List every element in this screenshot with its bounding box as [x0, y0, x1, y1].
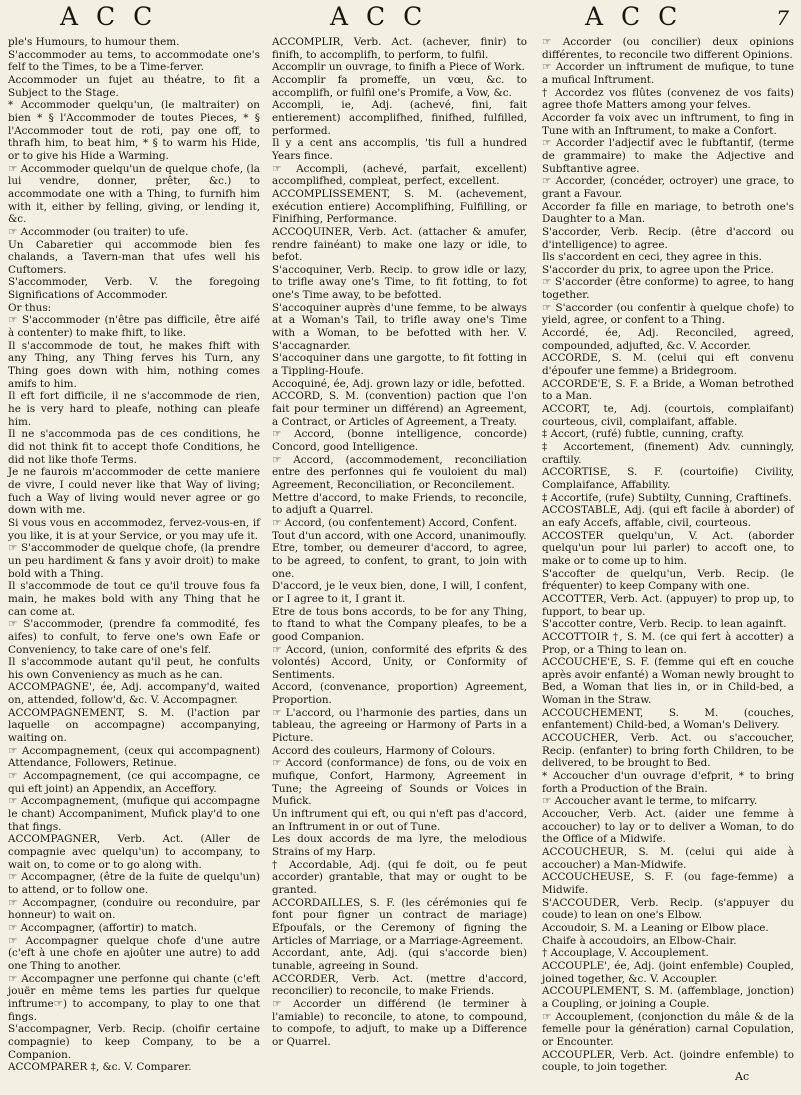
dictionary-entry: Tout d'un accord, with one Accord, unanimoufly.	[272, 529, 527, 542]
dictionary-entry: D'accord, je le veux bien, done, I will, I confent, or I agree to it, I grant it.	[272, 580, 527, 605]
dictionary-entry: * Accommoder quelqu'un, (le maltraiter) on bien * § l'Accommoder de toutes Pieces, * § l'Accommoder tout de roti, pay one off, to thrafh him, to beat him, * § to warm his Hide, or to give his Hide a Warming.	[8, 99, 260, 162]
dictionary-entry: Il y a cent ans accomplis, 'tis full a hundred Years fince.	[272, 137, 527, 162]
dictionary-entry: ‡ Accortement, (finement) Adv. cunningly, craftily.	[542, 441, 794, 466]
dictionary-entry: ☞ Accompagner, (affortir) to match.	[8, 921, 198, 934]
dictionary-entry: ACCORD, S. M. (convention) paction que l'on fait pour terminer un différend) an Agreement, a Contract, or Articles of Agreement, a Treaty.	[272, 390, 527, 428]
dictionary-entry: ACCORT, te, Adj. (courtois, complaifant) courteous, civil, complaifant, affable.	[542, 403, 794, 428]
dictionary-entry: ACCOUPLEMENT, S. M. (affemblage, jonction) a Coupling, or joining a Couple.	[542, 985, 794, 1010]
dictionary-entry: ☞ Accompagner, (être de la fuite de quelqu'un) to attend, or to follow one.	[8, 871, 260, 896]
dictionary-entry: ☞ L'accord, ou l'harmonie des parties, dans un tableau, the agreeing or Harmony of Parts in a Picture.	[272, 706, 527, 745]
catchword: Ac	[735, 1070, 750, 1083]
running-head-center: A C C	[330, 2, 428, 31]
column-middle	[272, 36, 527, 1049]
dictionary-entry: Accord, (convenance, proportion) Agreement, Proportion.	[272, 681, 527, 707]
dictionary-entry: ACCOSTER quelqu'un, V. Act. (aborder quelqu'un pour lui parler) to accoft one, to make or to come up to him.	[542, 529, 794, 567]
dictionary-entry: ☞ S'accommoder, (prendre fa commodité, fes aifes) to confult, to ferve one's own Eafe or Conveniency, to take care of one's felf.	[8, 618, 260, 656]
dictionary-entry: S'accofter de quelqu'un, Verb. Recip. (le fréquenter) to keep Company with one.	[542, 567, 794, 593]
dictionary-entry: Il s'accommode de tout ce qu'il trouve fous fa main, he makes bold with any Thing that he can come at.	[8, 580, 260, 618]
dictionary-entry: ☞ Accord, (accommodement, reconciliation entre des perfonnes qui fe vouloient du mal) Agreement, Reconciliation, or Reconcilement.	[272, 453, 527, 491]
dictionary-entry: ACCOUPLE', ée, Adj. (joint enfemble) Coupled, joined together, &c. V. Accoupler.	[542, 959, 794, 985]
dictionary-entry: ACCOUCHEUR, S. M. (celui qui aide à accoucher) a Man-Midwife.	[542, 846, 794, 871]
page-number: 7	[776, 6, 789, 30]
dictionary-entry: ☞ Accompagner, (conduire ou reconduire, par honneur) to wait on.	[8, 896, 260, 922]
dictionary-entry: Accord des couleurs, Harmony of Colours.	[272, 744, 496, 757]
dictionary-entry: S'accommoder au tems, to accommodate one's felf to the Times, to be a Time-ferver.	[8, 48, 260, 74]
dictionary-entry: ☞ Accorder, (concéder, octroyer) une grace, to grant a Favour.	[542, 175, 794, 200]
column-left	[8, 36, 260, 1074]
dictionary-entry: Accordé, ée, Adj. Reconciled, agreed, compounded, adjufted, &c. V. Accorder.	[542, 327, 794, 352]
dictionary-entry: ☞ Accompagner quelque chofe d'une autre (c'eft à une chofe en ajoûter une autre) to add one Thing to another.	[8, 934, 260, 972]
running-head-left: A C C	[60, 2, 158, 31]
dictionary-entry: ☞ Accord, (bonne intelligence, concorde) Concord, good Intelligence.	[272, 428, 527, 453]
dictionary-entry: Les doux accords de ma lyre, the melodious Strains of my Harp.	[272, 833, 527, 858]
dictionary-entry: ☞ S'accommoder (n'être pas difficile, être aifé à contenter) to make fhift, to like.	[8, 314, 260, 340]
dictionary-entry: S'accorder, Verb. Recip. (être d'accord ou d'intelligence) to agree.	[542, 225, 794, 251]
dictionary-entry: S'accoquiner auprès d'une femme, to be always at a Woman's Tail, to trifle away one's Time with a Woman, to be befotted with her. V. S'accagnarder.	[272, 301, 527, 352]
dictionary-entry: Accomplir fa promeffe, un vœu, &c. to accomplifh, or fulfil one's Promife, a Vow, &c.	[272, 73, 527, 99]
dictionary-entry: ACCOSTABLE, Adj. (qui eft facile à aborder) of an eafy Accefs, affable, civil, courteous.	[542, 504, 794, 529]
dictionary-entry: Si vous vous en accommodez, fervez-vous-en, if you like, it is at your Service, or you may ufe it.	[8, 516, 260, 542]
dictionary-entry: Il s'accommode autant qu'il peut, he confults his own Conveniency as much as he can.	[8, 656, 260, 681]
dictionary-entry: S'accoquiner dans une gargotte, to fit fotting in a Tippling-Houfe.	[272, 352, 527, 378]
dictionary-entry: Accomplir un ouvrage, to finifh a Piece of Work.	[272, 61, 525, 74]
dictionary-entry: Accorder fa voix avec un inftrument, to fing in Tune with an Inftrument, to make a Confort.	[542, 111, 794, 137]
dictionary-entry: S'accoquiner, Verb. Recip. to grow idle or lazy, to trifle away one's Time, to fit fotting, to fot one's Time away, to be befotted.	[272, 263, 527, 302]
dictionary-entry: ☞ Accorder (ou concilier) deux opinions différentes, to reconcile two different Opinions.	[542, 36, 794, 61]
dictionary-entry: S'accorder du prix, to agree upon the Price.	[542, 263, 774, 276]
dictionary-entry: † Accordez vos flûtes (convenez de vos faits) agree thofe Matters among your felves.	[542, 86, 794, 112]
dictionary-entry: ☞ Accompli, (achevé, parfait, excellent) accomplifhed, compleat, perfect, excellent.	[272, 162, 527, 188]
dictionary-entry: S'ACCOUDER, Verb. Recip. (s'appuyer du coude) to lean on one's Elbow.	[542, 896, 794, 922]
dictionary-entry: ☞ S'accommoder de quelque chofe, (la prendre un peu hardiment & fans y avoir droit) to make bold with a Thing.	[8, 542, 260, 580]
dictionary-entry: Il s'accommode de tout, he makes fhift with any Thing, any Thing ferves his Turn, any Thing goes down with him, nothing comes amifs to him.	[8, 339, 260, 390]
dictionary-entry: Accordant, ante, Adj. (qui s'accorde bien) tunable, agreeing in Sound.	[272, 947, 527, 972]
dictionary-entry: ACCORDE, S. M. (celui qui eft convenu d'époufer une femme) a Bridegroom.	[542, 352, 794, 378]
dictionary-entry: ACCOMPAGNEMENT, S. M. (l'action par laquelle on accompagne) accompanying, waiting on.	[8, 706, 260, 745]
dictionary-entry: ACCOMPAGNER, Verb. Act. (Aller de compagnie avec quelqu'un) to accompany, to wait on, to come or to go along with.	[8, 833, 260, 871]
dictionary-entry: ACCOUCHER, Verb. Act. ou s'accoucher, Recip. (enfanter) to bring forth Children, to be delivered, to be brought to Bed.	[542, 732, 794, 770]
dictionary-entry: Il eft fort difficile, il ne s'accommode de rien, he is very hard to pleafe, nothing can pleafe him.	[8, 390, 260, 428]
dictionary-entry: ACCOMPLIR, Verb. Act. (achever, finir) to finifh, to accomplifh, to perform, to fulfil.	[272, 36, 527, 61]
dictionary-entry: S'accompagner, Verb. Recip. (choifir certaine compagnie) to keep Company, to be a Companion.	[8, 1023, 260, 1061]
dictionary-entry: ACCOMPARER ‡, &c. V. Comparer.	[8, 1061, 192, 1074]
dictionary-entry: Un inftrument qui eft, ou qui n'eft pas d'accord, an Inftrument in or out of Tune.	[272, 808, 527, 833]
dictionary-entry: ☞ Accompagner une perfonne qui chante (c'eft jouër en même tems les parties fur quelque inftrume☞) to accompany, to play to one that fings.	[8, 972, 260, 1023]
dictionary-entry: ACCOUCHEMENT, S. M. (couches, enfantement) Child-bed, a Woman's Delivery.	[542, 706, 794, 732]
dictionary-entry: ☞ Accompagnement, (ceux qui accompagnent) Attendance, Followers, Retinue.	[8, 744, 260, 770]
dictionary-entry: Un Cabaretier qui accommode bien fes chalands, a Tavern-man that ufes well his Cuftomers.	[8, 238, 260, 276]
dictionary-entry: Chaife à accoudoirs, an Elbow-Chair.	[542, 934, 737, 947]
dictionary-entry: ACCOTTER, Verb. Act. (appuyer) to prop up, to fupport, to bear up.	[542, 592, 794, 618]
dictionary-entry: ACCORDER, Verb. Act. (mettre d'accord, reconcilier) to reconcile, to make Friends.	[272, 972, 527, 998]
dictionary-entry: ☞ Accompagnement, (mufique qui accompagne le chant) Accompaniment, Mufick play'd to one that fings.	[8, 795, 260, 833]
dictionary-entry: ☞ Accord, (union, conformité des efprits & des volontés) Accord, Unity, or Conformity of Sentiments.	[272, 643, 527, 681]
dictionary-entry: ☞ Accouplement, (conjonction du mâle & de la femelle pour la génération) carnal Copulation, or Encounter.	[542, 1010, 794, 1048]
dictionary-entry: ☞ Accorder l'adjectif avec le fubftantif, (terme de grammaire) to make the Adjective and Subftantive agree.	[542, 137, 794, 175]
dictionary-entry: ACCOUCHE'E, S. F. (femme qui eft en couche après avoir enfanté) a Woman newly brought to Bed, a Woman that lies in, or in Child-bed, a Woman in the Straw.	[542, 656, 794, 707]
dictionary-entry: ☞ S'accorder (être conforme) to agree, to hang together.	[542, 276, 794, 302]
dictionary-entry: Accorder fa fille en mariage, to betroth one's Daughter to a Man.	[542, 200, 794, 226]
dictionary-entry: ☞ Accoucher avant le terme, to mifcarry.	[542, 795, 758, 808]
dictionary-entry: * Accoucher d'un ouvrage d'efprit, * to bring forth a Production of the Brain.	[542, 770, 794, 795]
dictionary-entry: S'accommoder, Verb. V. the foregoing Significations of Accommoder.	[8, 276, 260, 302]
dictionary-entry: † Accouplage, V. Accouplement.	[542, 947, 709, 960]
dictionary-entry: ☞ Accommoder (ou traiter) to ufe.	[8, 225, 189, 238]
dictionary-entry: Mettre d'accord, to make Friends, to reconcile, to adjuft a Quarrel.	[272, 491, 527, 517]
dictionary-entry: ☞ Accommoder quelqu'un de quelque chofe, (la lui vendre, donner, prêter, &c.) to accommodate one with a Thing, to furnifh him with it, either by felling, giving, or lending it, &c.	[8, 162, 260, 226]
dictionary-entry: Accoucher, Verb. Act. (aider une femme à accoucher) to lay or to deliver a Woman, to do the Office of a Midwife.	[542, 808, 794, 846]
dictionary-entry: ☞ Accord, (ou confentement) Accord, Confent.	[272, 516, 518, 529]
dictionary-entry: Accoudoir, S. M. a Leaning or Elbow place.	[542, 921, 769, 934]
dictionary-entry: ☞ Accorder un inftrument de mufique, to tune a mufical Inftrument.	[542, 61, 794, 86]
dictionary-entry: ACCOUPLER, Verb. Act. (joindre enfemble) to couple, to join together.	[542, 1048, 794, 1074]
dictionary-entry: Ils s'accordent en ceci, they agree in this.	[542, 251, 762, 264]
running-head-right: A C C	[585, 2, 683, 31]
dictionary-entry: ACCOQUINER, Verb. Act. (attacher & amufer, rendre fainéant) to make one lazy or idle, to befot.	[272, 225, 527, 264]
dictionary-entry: ACCORTISE, S. F. (courtoifie) Civility, Complaifance, Affability.	[542, 466, 794, 491]
dictionary-entry: ACCOUCHEUSE, S. F. (ou fage-femme) a Midwife.	[542, 871, 794, 896]
dictionary-entry: Accommoder un fujet au théatre, to fit a Subject to the Stage.	[8, 73, 260, 99]
dictionary-entry: ple's Humours, to humour them.	[8, 36, 180, 48]
dictionary-entry: † Accordable, Adj. (qui fe doit, ou fe peut accorder) grantable, that may or ought to be granted.	[272, 858, 527, 896]
dictionary-entry: Etre de tous bons accords, to be for any Thing, to ftand to what the Company pleafes, to be a good Companion.	[272, 605, 527, 643]
dictionary-entry: ACCORDAILLES, S. F. (les cérémonies qui fe font pour figner un contract de mariage) Efpoufals, or the Ceremony of figning the Articles of Marriage, or a Marriage-Agreement.	[272, 896, 527, 947]
dictionary-entry: ‡ Accortife, (rufe) Subtilty, Cunning, Craftinefs.	[542, 491, 792, 504]
dictionary-entry: ☞ Accorder un différend (le terminer à l'amiable) to reconcile, to atone, to compound, to compofe, to adjuft, to make up a Difference or Quarrel.	[272, 997, 527, 1048]
dictionary-entry: Accompli, ie, Adj. (achevé, fini, fait entierement) accomplifhed, finifhed, fulfilled, performed.	[272, 99, 527, 137]
dictionary-entry: S'accotter contre, Verb. Recip. to lean againft.	[542, 618, 787, 631]
dictionary-entry: Or thus:	[8, 301, 52, 314]
dictionary-entry: ACCOMPLISSEMENT, S. M. (achevement, exécution entiere) Accomplifhing, Fulfilling, or Finifhing, Performance.	[272, 187, 527, 226]
dictionary-entry: Il ne s'accommoda pas de ces conditions, he did not think fit to accept thofe Conditions, he did not like thofe Terms.	[8, 428, 260, 466]
dictionary-entry: ACCOMPAGNE', ée, Adj. accompany'd, waited on, attended, follow'd, &c. V. Accompagner.	[8, 681, 260, 707]
dictionary-entry: ☞ Accompagnement, (ce qui accompagne, ce qui eft joint) an Appendix, an Acceffory.	[8, 770, 260, 795]
dictionary-entry: ☞ S'accorder (ou confentir à quelque chofe) to yield, agree, or confent to a Thing.	[542, 301, 794, 327]
dictionary-entry: Je ne faurois m'accommoder de cette maniere de vivre, I could never like that Way of living; fuch a Way of living would never agree or go down with me.	[8, 466, 260, 517]
column-right	[542, 36, 794, 1074]
dictionary-entry: ☞ Accord (conformance) de fons, ou de voix en mufique, Confort, Harmony, Agreement in Tune; the Agreeing of Sounds or Voices in Mufick.	[272, 757, 527, 808]
dictionary-entry: Etre, tomber, ou demeurer d'accord, to agree, to be agreed, to confent, to grant, to join with one.	[272, 542, 527, 580]
dictionary-entry: ACCORDE'E, S. F. a Bride, a Woman betrothed to a Man.	[542, 377, 794, 403]
dictionary-entry: Accoquiné, ée, Adj. grown lazy or idle, befotted.	[272, 377, 526, 390]
dictionary-entry: ‡ Accort, (rufé) fubtle, cunning, crafty.	[542, 428, 745, 441]
dictionary-entry: ACCOTTOIR †, S. M. (ce qui fert à accotter) a Prop, or a Thing to lean on.	[542, 630, 794, 656]
